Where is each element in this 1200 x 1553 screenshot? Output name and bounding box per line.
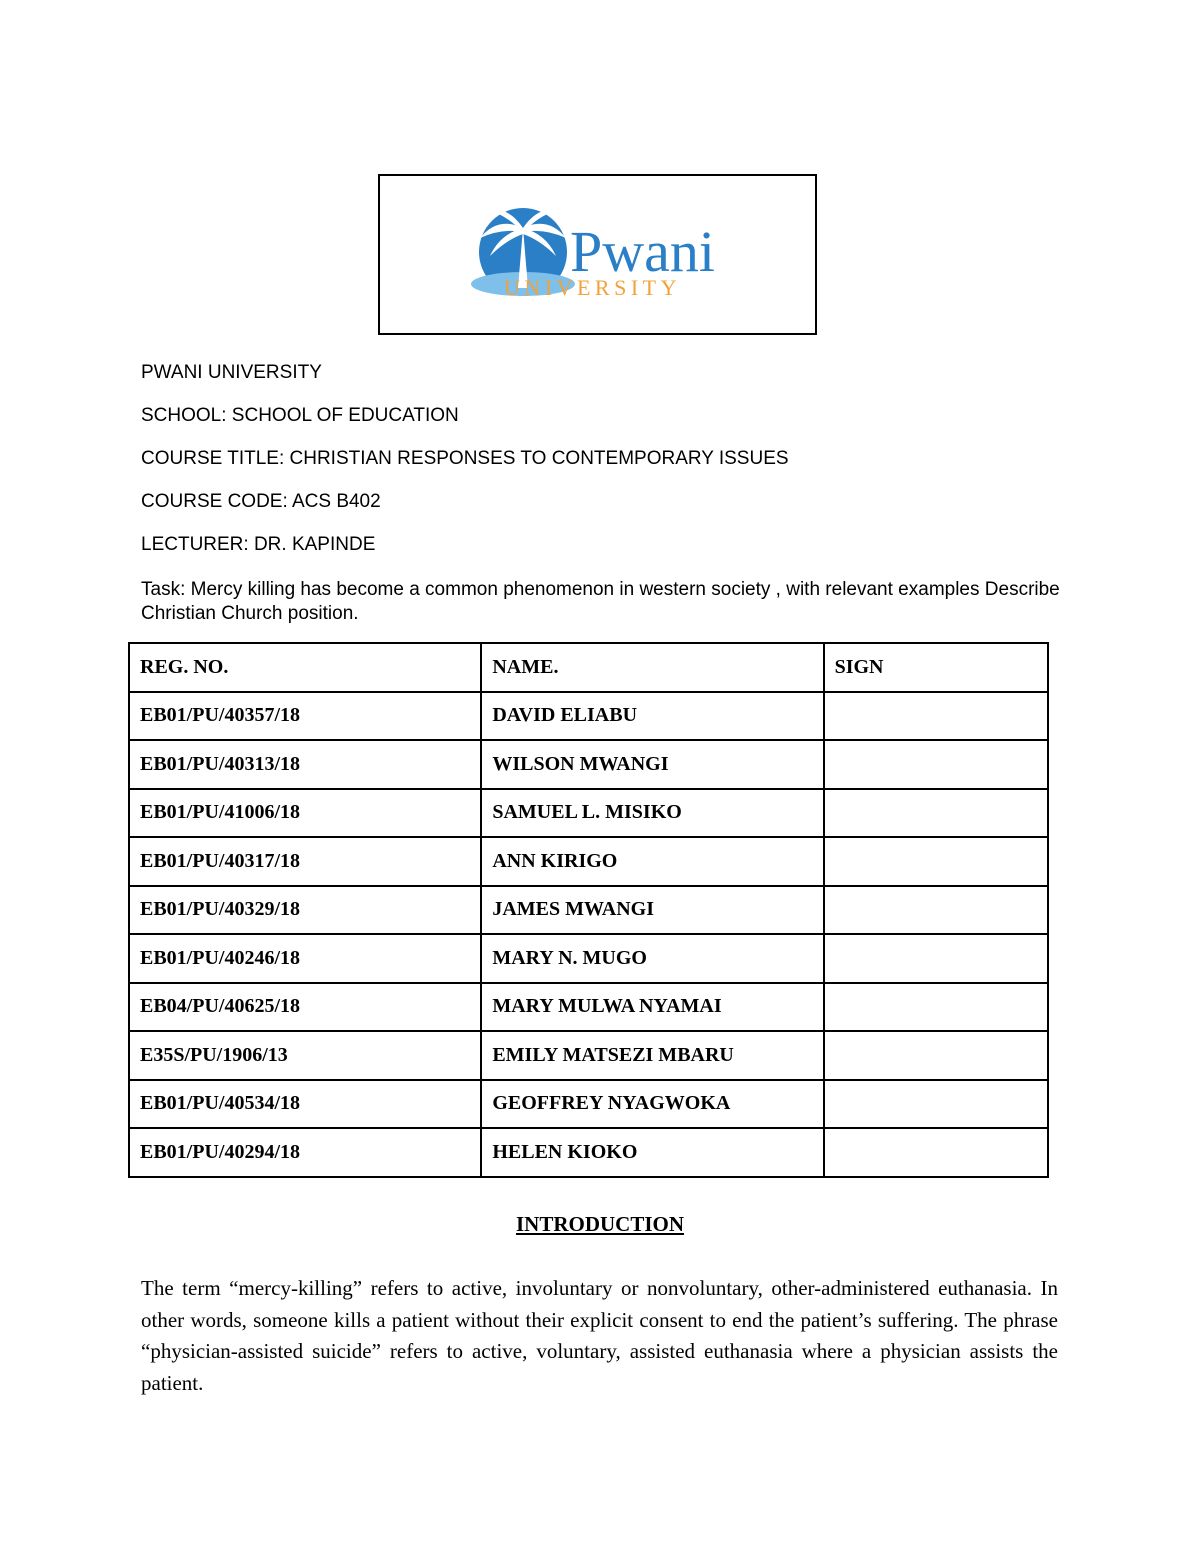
header-name: NAME. [481, 643, 823, 692]
table-row [129, 837, 1048, 886]
cell-reg-no: EB04/PU/40625/18 [129, 983, 481, 1032]
cell-name: WILSON MWANGI [481, 740, 823, 789]
cell-name: SAMUEL L. MISIKO [481, 789, 823, 838]
table-row [129, 692, 1048, 741]
table-row [129, 934, 1048, 983]
table-row [129, 886, 1048, 935]
cell-sign [824, 789, 1048, 838]
group-members-table [128, 642, 1049, 1178]
logo-box [378, 174, 817, 335]
header-reg-no: REG. NO. [129, 643, 481, 692]
cell-name: MARY N. MUGO [481, 934, 823, 983]
table-row [129, 740, 1048, 789]
cell-sign [824, 886, 1048, 935]
cell-name: DAVID ELIABU [481, 692, 823, 741]
cell-sign [824, 740, 1048, 789]
table-row [129, 1128, 1048, 1177]
cell-reg-no: EB01/PU/40294/18 [129, 1128, 481, 1177]
cell-sign [824, 1128, 1048, 1177]
introduction-body: The term “mercy-killing” refers to active, involuntary or nonvoluntary, other-administered euthanasia. In other words, someone kills a patient without their explicit consent to end the patient’s suffering. The phrase “physician-assisted suicide” refers to active, voluntary, assisted euthanasia where a physician assists the patient. [141, 1276, 1058, 1395]
cell-sign [824, 1031, 1048, 1080]
cell-sign [824, 934, 1048, 983]
table-row [129, 789, 1048, 838]
cell-reg-no: EB01/PU/40534/18 [129, 1080, 481, 1129]
university-name: PWANI UNIVERSITY [141, 362, 322, 383]
cell-reg-no: EB01/PU/40246/18 [129, 934, 481, 983]
table-row [129, 1031, 1048, 1080]
lecturer-line: LECTURER: DR. KAPINDE [141, 534, 376, 555]
cell-sign [824, 1080, 1048, 1129]
cell-reg-no: EB01/PU/40313/18 [129, 740, 481, 789]
pwani-university-logo [380, 176, 819, 337]
table-row [129, 983, 1048, 1032]
cell-name: GEOFFREY NYAGWOKA [481, 1080, 823, 1129]
introduction-heading: INTRODUCTION [515, 1212, 685, 1236]
cell-reg-no: EB01/PU/41006/18 [129, 789, 481, 838]
logo-wordmark: Pwani [570, 219, 715, 284]
cell-sign [824, 692, 1048, 741]
course-title-line: COURSE TITLE: CHRISTIAN RESPONSES TO CONTEMPORARY ISSUES [141, 448, 789, 469]
course-code-line: COURSE CODE: ACS B402 [141, 491, 381, 512]
cell-name: MARY MULWA NYAMAI [481, 983, 823, 1032]
cell-reg-no: EB01/PU/40329/18 [129, 886, 481, 935]
cell-name: ANN KIRIGO [481, 837, 823, 886]
cell-reg-no: EB01/PU/40317/18 [129, 837, 481, 886]
cell-sign [824, 837, 1048, 886]
cell-reg-no: E35S/PU/1906/13 [129, 1031, 481, 1080]
table-row [129, 1080, 1048, 1129]
logo-subtext: UNIVERSITY [504, 275, 681, 300]
cell-name: JAMES MWANGI [481, 886, 823, 935]
task-text: Task: Mercy killing has become a common phenomenon in western society , with relevant examples Describe Christian Church position. [141, 579, 1060, 624]
cell-reg-no: EB01/PU/40357/18 [129, 692, 481, 741]
cell-name: HELEN KIOKO [481, 1128, 823, 1177]
school-line: SCHOOL: SCHOOL OF EDUCATION [141, 405, 459, 426]
table-header-row [129, 643, 1048, 692]
header-sign: SIGN [824, 643, 1048, 692]
cell-name: EMILY MATSEZI MBARU [481, 1031, 823, 1080]
cell-sign [824, 983, 1048, 1032]
